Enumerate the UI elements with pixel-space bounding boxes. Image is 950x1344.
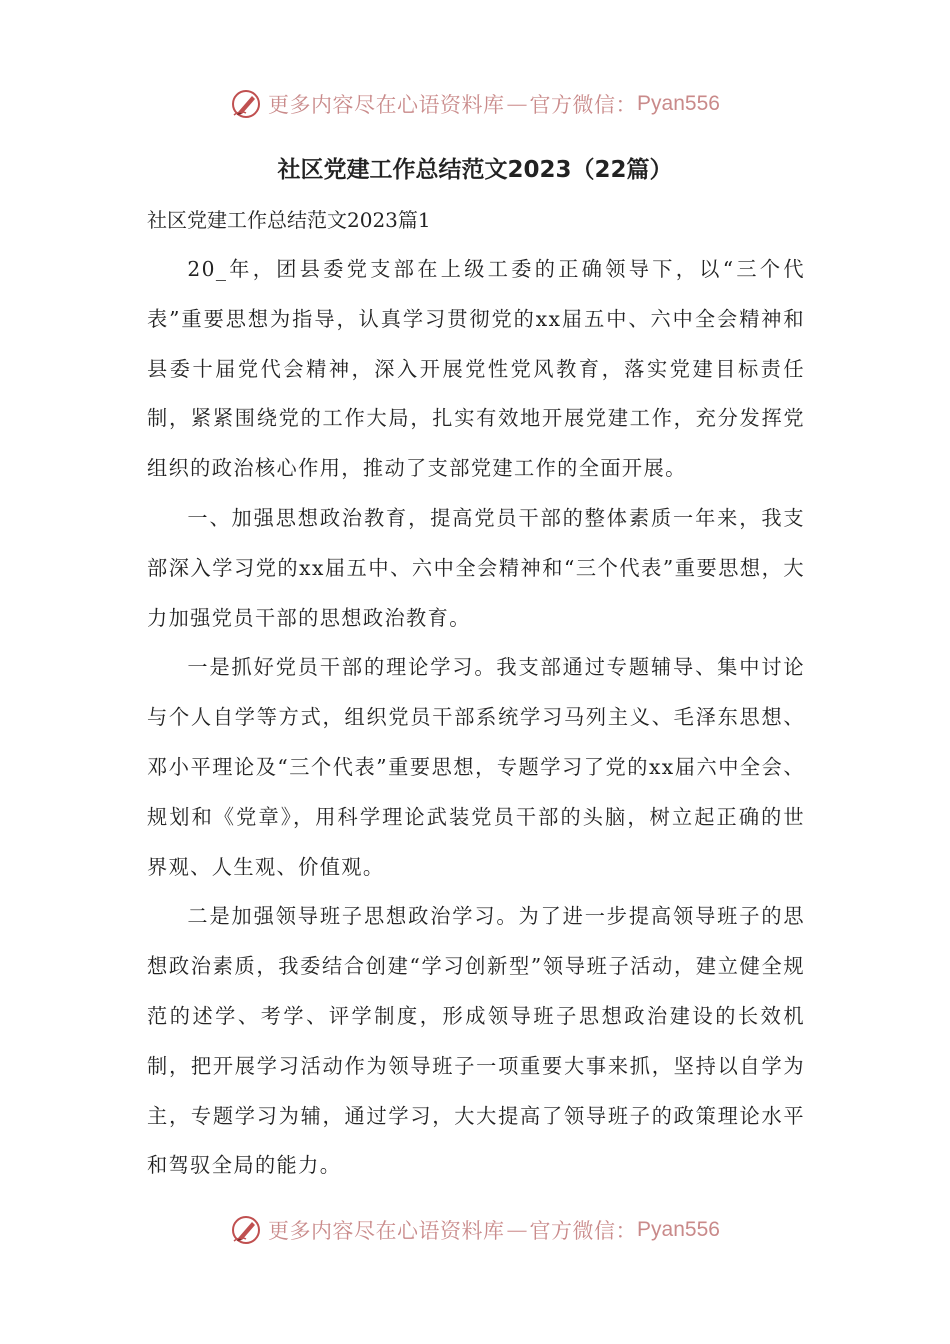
document-title: 社区党建工作总结范文2023（22篇） — [277, 157, 673, 183]
pen-logo-icon — [230, 1214, 262, 1246]
watermark-text: 更多内容尽在心语资料库 — [268, 1219, 505, 1243]
paragraph: 20_年，团县委党支部在上级工委的正确领导下，以“三个代表”重要思想为指导，认真学习贯彻党的xx届五中、六中全会精神和县委十届党代会精神，深入开展党性党风教育，落实党建目标责任制，紧紧围绕党的工作大局，扎实有效地开展党建工作，充分发挥党组织的政治核心作用，推动了支部党建工作的全面开展。 — [147, 257, 805, 481]
watermark-contact-id: Pyan556 — [637, 1218, 720, 1241]
document-body — [147, 245, 805, 1191]
watermark-separator: — — [506, 1218, 528, 1242]
footer-watermark — [0, 1210, 950, 1250]
pen-logo-icon — [230, 88, 262, 120]
watermark-separator: — — [506, 92, 528, 116]
watermark-text: 更多内容尽在心语资料库 — [268, 93, 505, 117]
paragraph: 一是抓好党员干部的理论学习。我支部通过专题辅导、集中讨论与个人自学等方式，组织党员干部系统学习马列主义、毛泽东思想、邓小平理论及“三个代表”重要思想，专题学习了党的xx届六中全会、规划和《党章》，用科学理论武装党员干部的头脑，树立起正确的世界观、人生观、价值观。 — [147, 655, 805, 879]
watermark-content — [230, 88, 720, 120]
section-heading: 社区党建工作总结范文2023篇1 — [147, 208, 431, 232]
watermark-content — [230, 1214, 720, 1246]
watermark-contact-id: Pyan556 — [637, 92, 720, 115]
paragraph: 二是加强领导班子思想政治学习。为了进一步提高领导班子的思想政治素质，我委结合创建“学习创新型”领导班子活动，建立健全规范的述学、考学、评学制度，形成领导班子思想政治建设的长效机制，把开展学习活动作为领导班子一项重要大事来抓，坚持以自学为主，专题学习为辅，通过学习，大大提高了领导班子的政策理论水平和驾驭全局的能力。 — [147, 904, 805, 1178]
paragraph: 一、加强思想政治教育，提高党员干部的整体素质一年来，我支部深入学习党的xx届五中、六中全会精神和“三个代表”重要思想，大力加强党员干部的思想政治教育。 — [147, 505, 805, 630]
header-watermark — [0, 84, 950, 124]
watermark-contact-label: 官方微信： — [529, 1219, 638, 1243]
watermark-contact-label: 官方微信： — [529, 93, 638, 117]
